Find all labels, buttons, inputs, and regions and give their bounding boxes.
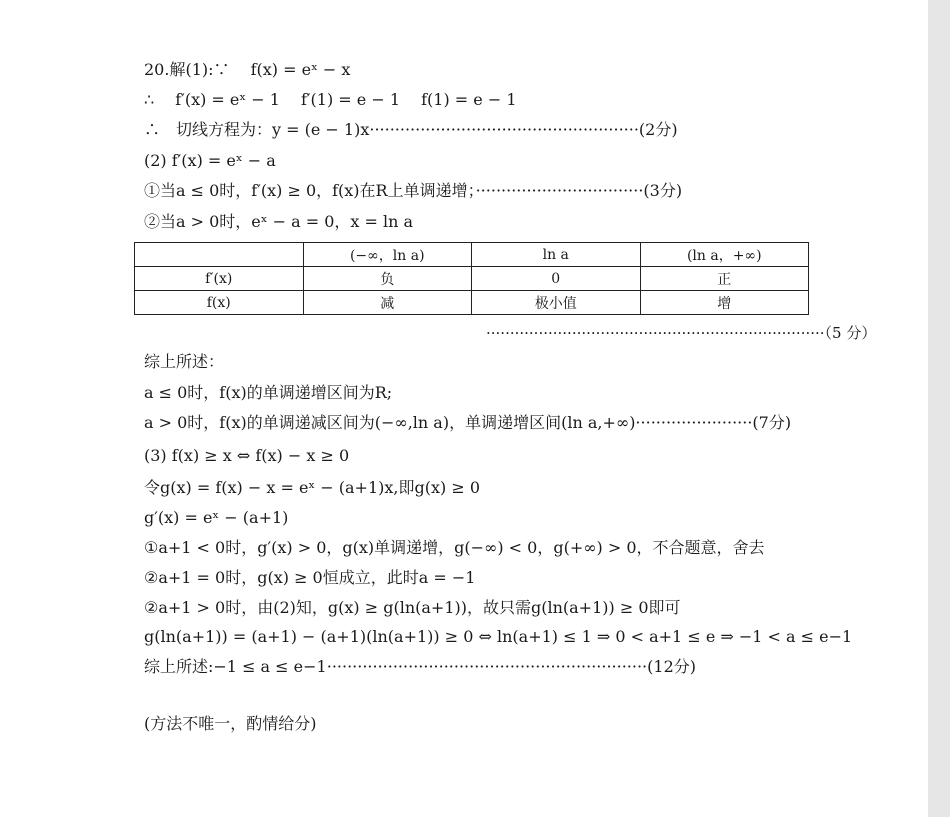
solution-line-6: ②当a > 0时，eˣ − a = 0，x = ln a (144, 212, 414, 231)
solution-line-13: ①a+1 < 0时，g′(x) > 0，g(x)单调递增，g(−∞) < 0，g(+∞) > 0，不合题意，舍去 (144, 538, 765, 557)
table-cell: 负 (303, 267, 472, 291)
page-edge-strip (928, 0, 950, 817)
table-score: ·······································································（5 分） (486, 324, 877, 342)
table-cell: 减 (303, 291, 472, 315)
table-cell: f(x) (135, 291, 304, 315)
table-cell: (ln a，+∞) (640, 243, 809, 267)
derivative-sign-table (134, 242, 809, 315)
solution-line-11: 令g(x) = f(x) − x = eˣ − (a+1)x,即g(x) ≥ 0 (144, 478, 480, 497)
solution-line-2: ∴ f′(x) = eˣ − 1 f′(1) = e − 1 f(1) = e − 1 (144, 90, 517, 109)
solution-line-3: ∴ 切线方程为：y = (e − 1)x·····················································(2分) (144, 120, 678, 139)
table-cell (135, 243, 304, 267)
table-row (135, 291, 809, 315)
solution-line-4: (2) f′(x) = eˣ − a (144, 151, 276, 170)
solution-line-5: ①当a ≤ 0时，f′(x) ≥ 0，f(x)在R上单调递增；·································(3分) (144, 181, 683, 200)
table-cell: 增 (640, 291, 809, 315)
solution-line-17: 综上所述:−1 ≤ a ≤ e−1·······························································(12分) (144, 657, 696, 676)
solution-line-1: 20.解(1):∵ f(x) = eˣ − x (144, 60, 351, 79)
solution-line-7: 综上所述： (144, 352, 225, 371)
solution-line-16: g(ln(a+1)) = (a+1) − (a+1)(ln(a+1)) ≥ 0 ⇔ ln(a+1) ≤ 1 ⇒ 0 < a+1 ≤ e ⇒ −1 < a ≤ e−1 (144, 627, 853, 646)
solution-line-8: a ≤ 0时，f(x)的单调递增区间为R; (144, 383, 393, 402)
table-cell: f′(x) (135, 267, 304, 291)
solution-line-9: a > 0时，f(x)的单调递减区间为(−∞,ln a)，单调递增区间(ln a,+∞)·······················(7分) (144, 413, 792, 432)
solution-line-14: ②a+1 = 0时，g(x) ≥ 0恒成立，此时a = −1 (144, 568, 476, 587)
table-cell: 正 (640, 267, 809, 291)
solution-note: (方法不唯一，酌情给分) (144, 714, 317, 733)
solution-line-12: g′(x) = eˣ − (a+1) (144, 508, 289, 527)
table-cell: 0 (472, 267, 641, 291)
solution-line-10: (3) f(x) ≥ x ⇔ f(x) − x ≥ 0 (144, 446, 350, 465)
table-row (135, 267, 809, 291)
table-cell: ln a (472, 243, 641, 267)
table-cell: 极小值 (472, 291, 641, 315)
table-cell: (−∞，ln a) (303, 243, 472, 267)
table-header-row (135, 243, 809, 267)
solution-line-15: ②a+1 > 0时，由(2)知，g(x) ≥ g(ln(a+1))，故只需g(ln(a+1)) ≥ 0即可 (144, 598, 681, 617)
